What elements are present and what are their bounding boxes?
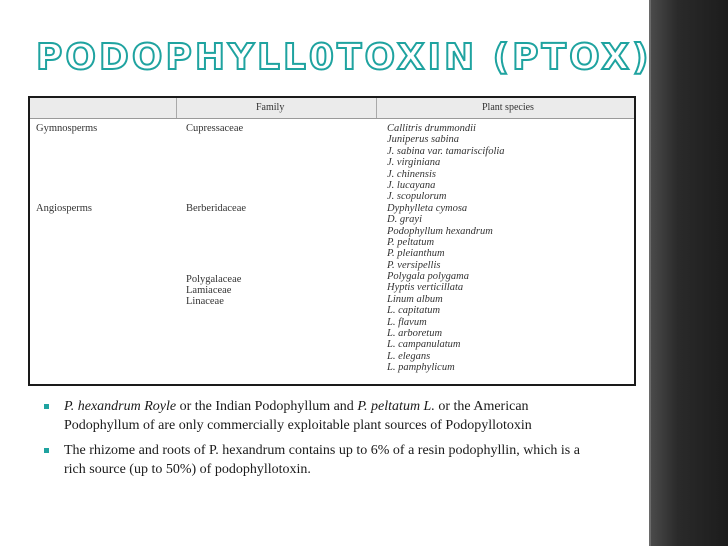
species-item: Juniperus sabina (387, 134, 460, 146)
bullet-square-icon (44, 448, 49, 453)
bullet-item (44, 397, 604, 435)
species-item: P. pleianthum (387, 248, 445, 260)
table-header-row (30, 98, 634, 119)
family-linaceae: Linaceae (186, 296, 224, 307)
species-item: P. versipellis (387, 259, 441, 271)
species-item: L. flavum (387, 316, 427, 328)
family-lamiaceae: Lamiaceae (186, 285, 232, 296)
species-item: J. virginiana (387, 157, 441, 169)
header-divider-2 (376, 98, 377, 118)
decorative-side-bar (651, 0, 728, 546)
bullet-square-icon (44, 404, 49, 409)
species-item: J. sabina var. tamariscifolia (387, 145, 505, 157)
species-item: P. peltatum (387, 236, 435, 248)
species-item: L. elegans (387, 350, 431, 362)
species-name-italic: P. peltatum L. (357, 399, 435, 414)
species-item: J. lucayana (387, 179, 436, 191)
species-item: J. chinensis (387, 168, 436, 180)
group-angiosperms: Angiosperms (36, 203, 92, 214)
bullet-list (44, 397, 604, 485)
species-item: Hyptis verticillata (387, 282, 464, 294)
species-item: Polygala polygama (387, 271, 469, 283)
species-item: D. grayi (387, 214, 422, 226)
species-item: Callitris drummondii (387, 123, 476, 134)
species-item: L. campanulatum (387, 339, 461, 351)
header-plant-species: Plant species (482, 102, 534, 113)
species-item: L. pamphylicum (387, 362, 455, 374)
family-cupressaceae: Cupressaceae (186, 123, 244, 134)
bullet-text: or the American Podophyllum of are only commercially exploitable plant sources of Podopyllotoxin (64, 399, 532, 433)
species-item: J. scopulorum (387, 191, 447, 203)
species-item: Linum album (387, 293, 443, 305)
plant-species-table (28, 96, 636, 386)
species-item: L. arboretum (387, 328, 443, 340)
species-item: Podophyllum hexandrum (387, 225, 493, 237)
family-berberidaceae: Berberidaceae (186, 203, 247, 214)
header-divider-1 (176, 98, 177, 118)
family-polygalaceae: Polygalaceae (186, 274, 242, 285)
bullet-text: The rhizome and roots of P. hexandrum contains up to 6% of a resin podophyllin, which is a rich source (up to 50%) of podophyllotoxin. (64, 443, 580, 477)
species-name-italic: P. hexandrum Royle (64, 399, 177, 414)
species-list (387, 123, 505, 374)
header-family: Family (256, 102, 285, 113)
species-item: Dyphylleta cymosa (387, 202, 468, 214)
species-item: L. capitatum (387, 305, 441, 317)
group-gymnosperms: Gymnosperms (36, 123, 98, 134)
bullet-text: or the Indian Podophyllum and (176, 399, 358, 414)
bullet-item (44, 441, 604, 479)
slide-title: PODOPHYLL0TOXIN (PTOX) (36, 37, 652, 78)
